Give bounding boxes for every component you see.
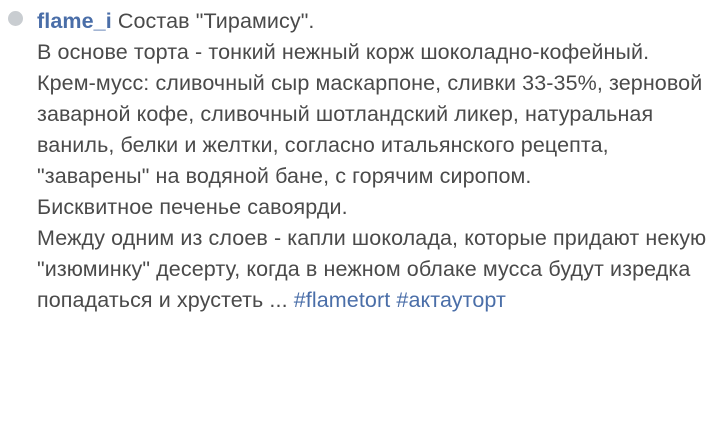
caption-line-4: Бисквитное печенье савоярди.: [37, 195, 348, 219]
caption-line-1: Состав "Тирамису".: [117, 9, 315, 33]
username-link[interactable]: flame_i: [37, 9, 112, 33]
post-caption: [37, 6, 716, 316]
caption-first-line: [37, 6, 716, 37]
caption-line-5: [37, 223, 716, 316]
avatar-placeholder-icon[interactable]: [8, 11, 23, 26]
caption-line-3: Крем-мусс: сливочный сыр маскарпоне, сливки 33-35%, зерновой заварной кофе, сливочный шотландский ликер, натуральная ваниль, белки и желтки, согласно итальянского рецепта, "заварены" на водяной бане, с горячим сиропом.: [37, 71, 703, 188]
hashtag-flametort[interactable]: #flametort: [293, 288, 391, 312]
caption-line-2: В основе торта - тонкий нежный корж шоколадно-кофейный.: [37, 40, 650, 64]
caption-line-5-text: Между одним из слоев - капли шоколада, которые придают некую "изюминку" десерту, когда в нежном облаке мусса будут изредка попадаться и хрустеть ...: [37, 226, 707, 312]
hashtag-aktautort[interactable]: #актауторт: [396, 288, 506, 312]
